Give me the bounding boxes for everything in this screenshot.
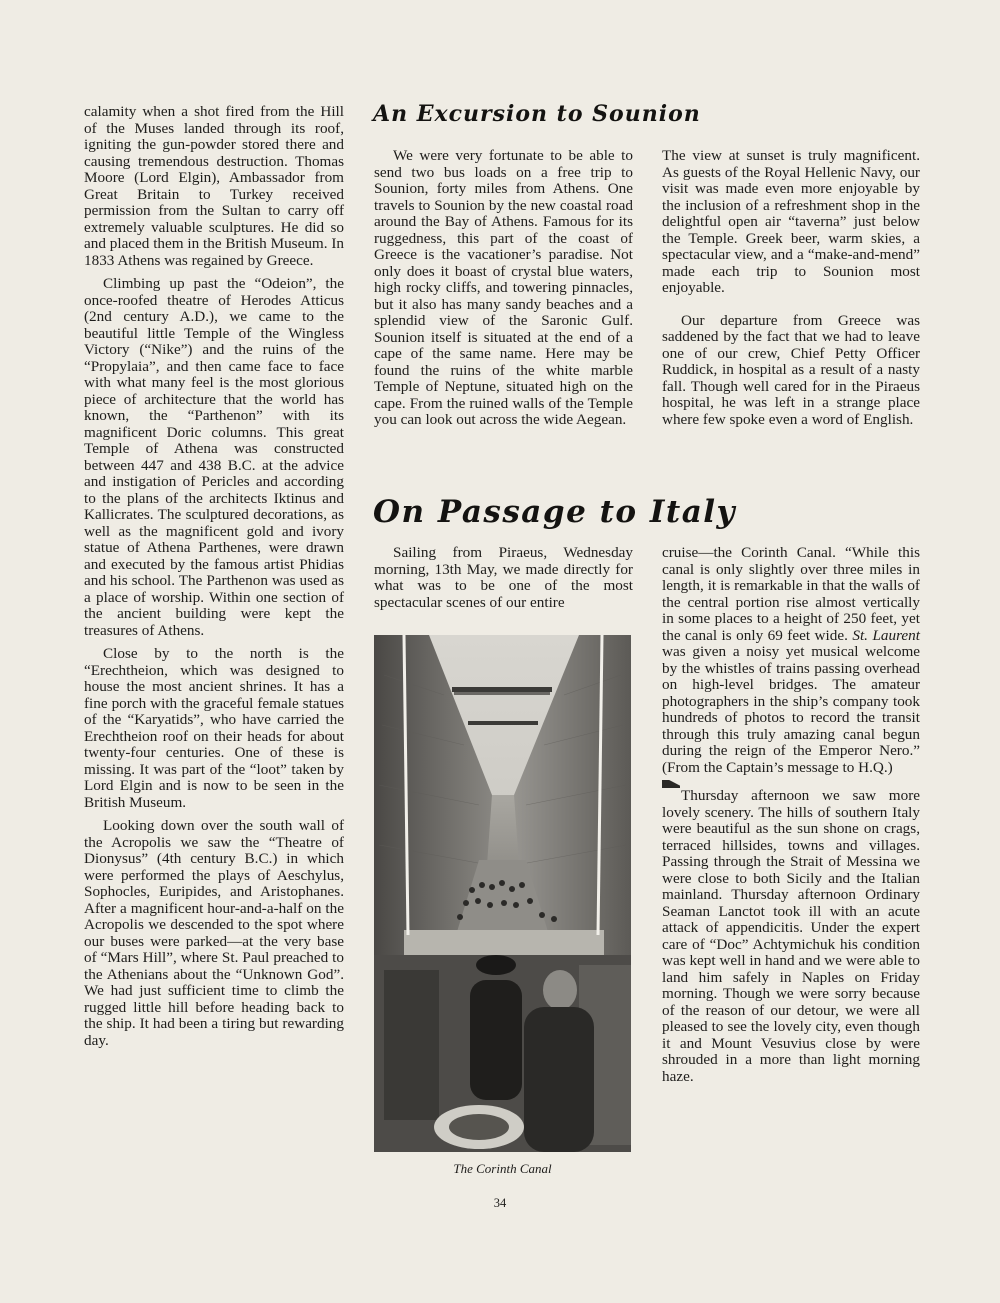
- photo-caption: The Corinth Canal: [453, 1161, 552, 1176]
- paragraph: We were very fortunate to be able to send two bus loads on a free trip to Sounion, forty miles from Athens. One travels to Sounion by the new coastal road around the Bay of Athens. Famous for its ruggedness, this part of the coast of Greece is the vacationer’s paradise. Not only does it boast of crystal blue waters, high rocky cliffs, and towering pinnacles, but it also has many sandy beaches and a splendid view of the Saronic Gulf. Sounion itself is situated at the end of a cape of the same name. Here may be found the ruins of the white marble Temple of Neptune, situated high on the cape. From the ruined walls of the Temple you can look out across the wide Aegean.: [374, 147, 633, 428]
- sounion-column-2: [662, 148, 920, 428]
- canal-photo-illustration: [374, 635, 631, 1152]
- paragraph: calamity when a shot fired from the Hill of the Muses landed through its roof, igniting the gun-powder stored there and causing tremendous destruction. Thomas Moore (Lord Elgin), Ambassador from Great Britain to Turkey received permission from the Sultan to carry off extremely valuable sculptures. He did so and placed them in the British Museum. In 1833 Athens was regained by Greece.: [84, 103, 344, 269]
- paragraph: The view at sunset is truly magnificent. As guests of the Royal Hellenic Navy, our visit was made even more enjoyable by the inclusion of a refreshment shop in the delightful open air “taverna” just below the Temple. Greek beer, warm skies, a spectacular view, and a “make-and-mend” made each trip to Sounion most enjoyable.: [662, 147, 920, 296]
- section-heading-sounion: An Excursion to Sounion: [373, 101, 701, 127]
- paragraph: Thursday afternoon we saw more lovely scenery. The hills of southern Italy were beautiful as the sun shone on crags, terraced hillsides, towns and villages. Passing through the Strait of Messina we were close to both Sicily and the Italian mainland. Thursday afternoon Ordinary Seaman Lanctot took ill with an acute attack of appendicitis. Under the expert care of “Doc” Achtymichuk his condition was kept well in hand and we were able to land him safely in Naples on Friday morning. Though we were sorry because of the reason of our detour, we were all pleased to see the lovely city, even though it and Mount Vesuvius close by were shrouded in a more than light morning haze.: [662, 787, 920, 1085]
- paragraph: Sailing from Piraeus, Wednesday morning, 13th May, we made directly for what was to be one of the most spectacular scenes of our entire: [374, 544, 633, 611]
- page-number: 34: [493, 1196, 507, 1210]
- italy-column-2: [662, 545, 920, 1085]
- paragraph: Close by to the north is the “Erechtheion, which was designed to house the most ancient shrines. It has a fine porch with the graceful female statues of the “Karyatids”, who have carried the Erechtheion roof on their heads for about twenty-four centuries. One of these is missing. It was part of the “loot” taken by Lord Elgin and is now to be seen in the British Museum.: [84, 645, 344, 811]
- sounion-column-1: [374, 148, 633, 429]
- corinth-canal-photo: [374, 635, 631, 1152]
- paragraph: Climbing up past the “Odeion”, the once-roofed theatre of Herodes Atticus (2nd century A.D.), we came to the beautiful little Temple of the Wingless Victory (“Nike”) and the ruins of the “Propylaia”, and then came face to face with what many feel is the most glorious piece of architecture that the world has known, the “Parthenon” with its magnificent Doric columns. This great Temple of Athena was constructed between 447 and 438 B.C. at the advice and instigation of Pericles and according to the plans of the architects Iktinus and Kallicrates. The sculptured decorations, as well as the magnificent gold and ivory statue of Athena Parthenes, were drawn and executed by the famous artist Phidias and his school. The Parthenon was used as a place of worship. Within one section of the ancient building were kept the treasures of Athens.: [84, 275, 344, 639]
- text-span: was given a noisy yet musical welcome by the whistles of trains passing overhead on high-level bridges. The amateur photographers in the ship’s company took hundreds of photos to record the transit through this truly amazing canal begun during the reign of the Emperor Nero.” (From the Captain’s message to H.Q.): [662, 643, 920, 776]
- end-mark-icon: [662, 780, 680, 788]
- paragraph: Our departure from Greece was saddened by the fact that we had to leave one of our crew, Chief Petty Officer Ruddick, in hospital as a result of a nasty fall. Though well cared for in the Piraeus hospital, he was left in a strange place where few spoke even a word of English.: [662, 311, 920, 428]
- paragraph: Looking down over the south wall of the Acropolis we saw the “Theatre of Dionysus” (4th century B.C.) in which were performed the plays of Aeschylus, Sophocles, Euripides, and Aristophanes. After a magnificent hour-and-a-half on the Acropolis we descended to the spot where our buses were parked—at the very base of “Mars Hill”, where St. Paul preached to the Athenians about the “Unknown God”. We had just sufficient time to climb the rugged little hill before heading back to the ship. It had been a tiring but rewarding day.: [84, 817, 344, 1049]
- section-heading-italy: On Passage to Italy: [373, 494, 737, 530]
- italy-column-1: [374, 545, 633, 611]
- ship-name: St. Laurent: [852, 626, 920, 644]
- text-span: cruise—the Corinth Canal. “While this canal is only slightly over three miles in length, it is remarkable in that the walls of the central portion rise almost vertically in some places to a height of 250 feet, yet the canal is only 69 feet wide.: [662, 544, 920, 644]
- paragraph: [662, 545, 920, 776]
- left-column: [84, 104, 344, 1049]
